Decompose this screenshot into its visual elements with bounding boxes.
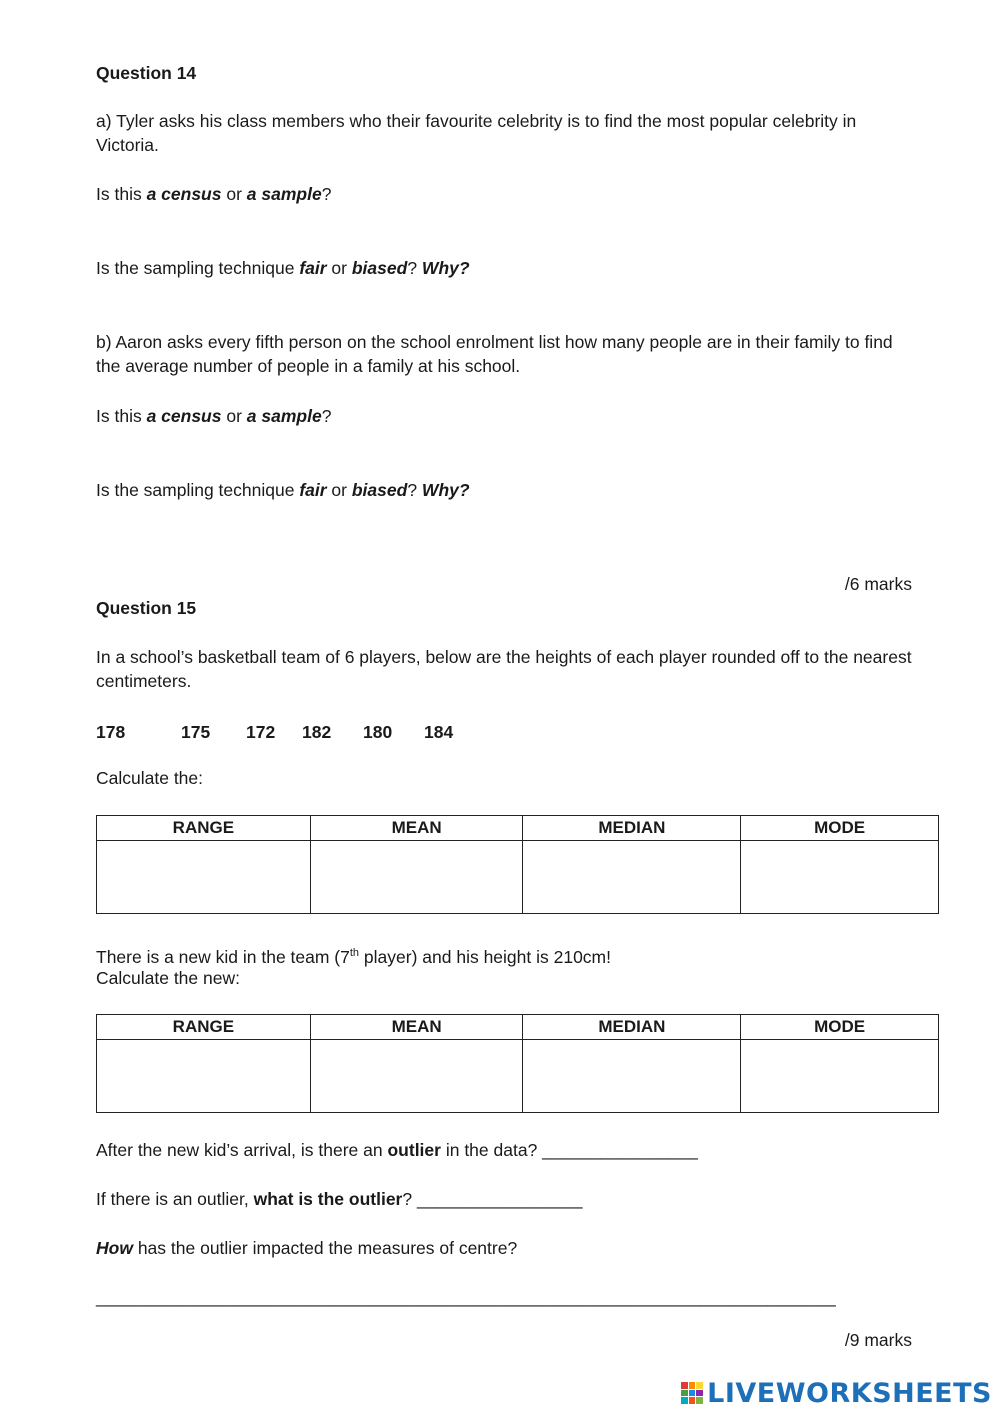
header-range: RANGE bbox=[97, 1015, 311, 1040]
stats-table-original bbox=[96, 815, 939, 914]
header-mode: MODE bbox=[741, 816, 939, 841]
outlier-question: After the new kid’s arrival, is there an outlier in the data? ________________ bbox=[96, 1140, 698, 1160]
heights-list bbox=[96, 720, 453, 744]
header-mean: MEAN bbox=[310, 816, 523, 841]
answer-mode-cell[interactable] bbox=[741, 841, 939, 914]
header-mode: MODE bbox=[741, 1015, 939, 1040]
question-14a-census-prompt: Is this a census or a sample? bbox=[96, 184, 332, 204]
logo-mark-icon bbox=[681, 1382, 703, 1404]
height-value: 180 bbox=[363, 722, 393, 742]
what-outlier-question: If there is an outlier, what is the outlier? _________________ bbox=[96, 1189, 583, 1209]
question-14b-fair-prompt: Is the sampling technique fair or biased? Why? bbox=[96, 480, 470, 500]
stats-table-new bbox=[96, 1014, 939, 1113]
answer-mean-cell[interactable] bbox=[310, 841, 523, 914]
answer-new-range-cell[interactable] bbox=[97, 1040, 311, 1113]
question-15-marks: /9 marks bbox=[844, 1330, 912, 1350]
calculate-new-label: Calculate the new: bbox=[96, 968, 240, 988]
header-range: RANGE bbox=[97, 816, 311, 841]
calculate-label: Calculate the: bbox=[96, 768, 204, 788]
how-outlier-question: How has the outlier impacted the measures of centre? bbox=[96, 1238, 518, 1258]
new-kid-text: There is a new kid in the team (7th player) and his height is 210cm! bbox=[96, 946, 612, 967]
question-14a-fair-prompt: Is the sampling technique fair or biased? Why? bbox=[96, 258, 470, 278]
height-value: 184 bbox=[424, 722, 454, 742]
liveworksheets-logo: LIVEWORKSHEETS bbox=[681, 1379, 992, 1407]
question-14a-text: a) Tyler asks his class members who their favourite celebrity is to find the most popular celebrity in Victoria. bbox=[96, 111, 857, 155]
question-15-intro: In a school’s basketball team of 6 players, below are the heights of each player rounded off to the nearest centimeters. bbox=[96, 647, 912, 691]
question-15-title: Question 15 bbox=[96, 598, 197, 618]
answer-new-median-cell[interactable] bbox=[523, 1040, 741, 1113]
question-14b-census-prompt: Is this a census or a sample? bbox=[96, 406, 332, 426]
question-14-title: Question 14 bbox=[96, 63, 197, 83]
answer-new-mean-cell[interactable] bbox=[310, 1040, 523, 1113]
header-median: MEDIAN bbox=[523, 1015, 741, 1040]
height-value: 175 bbox=[181, 722, 211, 742]
answer-new-mode-cell[interactable] bbox=[741, 1040, 939, 1113]
header-mean: MEAN bbox=[310, 1015, 523, 1040]
question-14b-text: b) Aaron asks every fifth person on the school enrolment list how many people are in their family to find the average number of people in a family at his school. bbox=[96, 332, 893, 376]
answer-median-cell[interactable] bbox=[523, 841, 741, 914]
question-14-marks: /6 marks bbox=[844, 574, 912, 594]
height-value: 172 bbox=[246, 722, 276, 742]
header-median: MEDIAN bbox=[523, 816, 741, 841]
height-value: 182 bbox=[302, 722, 332, 742]
height-value: 178 bbox=[96, 722, 126, 742]
answer-range-cell[interactable] bbox=[97, 841, 311, 914]
answer-line[interactable]: ____________________________________________________________________________ bbox=[96, 1287, 836, 1307]
